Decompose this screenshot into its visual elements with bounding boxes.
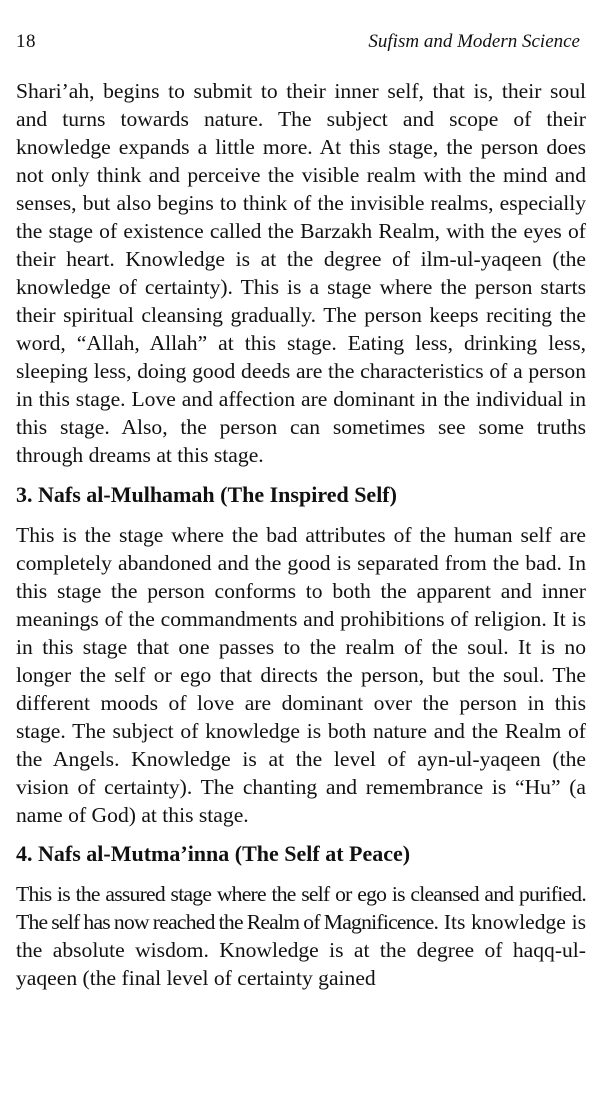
page-header bbox=[16, 30, 586, 54]
paragraph-inspired-self: This is the stage where the bad attributes of the human self are completely abandoned and the good is separated from the bad. In this stage the person conforms to both the apparent and inner meanings of the commandments and prohibitions of religion. It is in this stage that one passes to the realm of the soul. It is no longer the self or ego that directs the person, but the soul. The different moods of love are dominant over the person in this stage. The subject of knowledge is both nature and the Realm of the Angels. Knowledge is at the level of ayn-ul-yaqeen (the vision of certainty). The chanting and remembrance is “Hu” (a name of God) at this stage. bbox=[16, 523, 586, 827]
book-page bbox=[16, 30, 586, 992]
paragraph-self-at-peace bbox=[16, 880, 586, 992]
heading-nafs-al-mulhamah: 3. Nafs al-Mulhamah (The Inspired Self) bbox=[16, 482, 397, 507]
paragraph-barzakh-stage: Shari’ah, begins to submit to their inner self, that is, their soul and turns towards nature. The subject and scope of their knowledge expands a little more. At this stage, the person does not only think and perceive the visible realm with the mind and senses, but also begins to think of the invisible realms, especially the stage of existence called the Barzakh Realm, with the eyes of their heart. Knowledge is at the degree of ilm-ul-yaqeen (the knowledge of certainty). This is a stage where the person starts their spiritual cleansing gradually. The person keeps reciting the word, “Allah, Allah” at this stage. Eating less, drinking less, sleeping less, doing good deeds are the characteristics of a person in this stage. Love and affection are dominant in the individual in this stage. Also, the person can sometimes see some truths through dreams at this stage. bbox=[16, 79, 586, 467]
paragraph-self-at-peace-part2: Its knowledge is the absolute wisdom. Knowledge is at the degree of haqq-ul-yaqeen (the final level of certainty gained bbox=[16, 910, 586, 990]
page-number: 18 bbox=[16, 31, 36, 52]
heading-nafs-al-mutmainna: 4. Nafs al-Mutma’inna (The Self at Peace) bbox=[16, 841, 411, 866]
paragraph-self-at-peace-part1: This is the assured stage where the self or ego is cleansed and purified. The self has now reached the Realm of Magnificence. bbox=[16, 882, 586, 934]
running-title: Sufism and Modern Science bbox=[368, 31, 580, 52]
